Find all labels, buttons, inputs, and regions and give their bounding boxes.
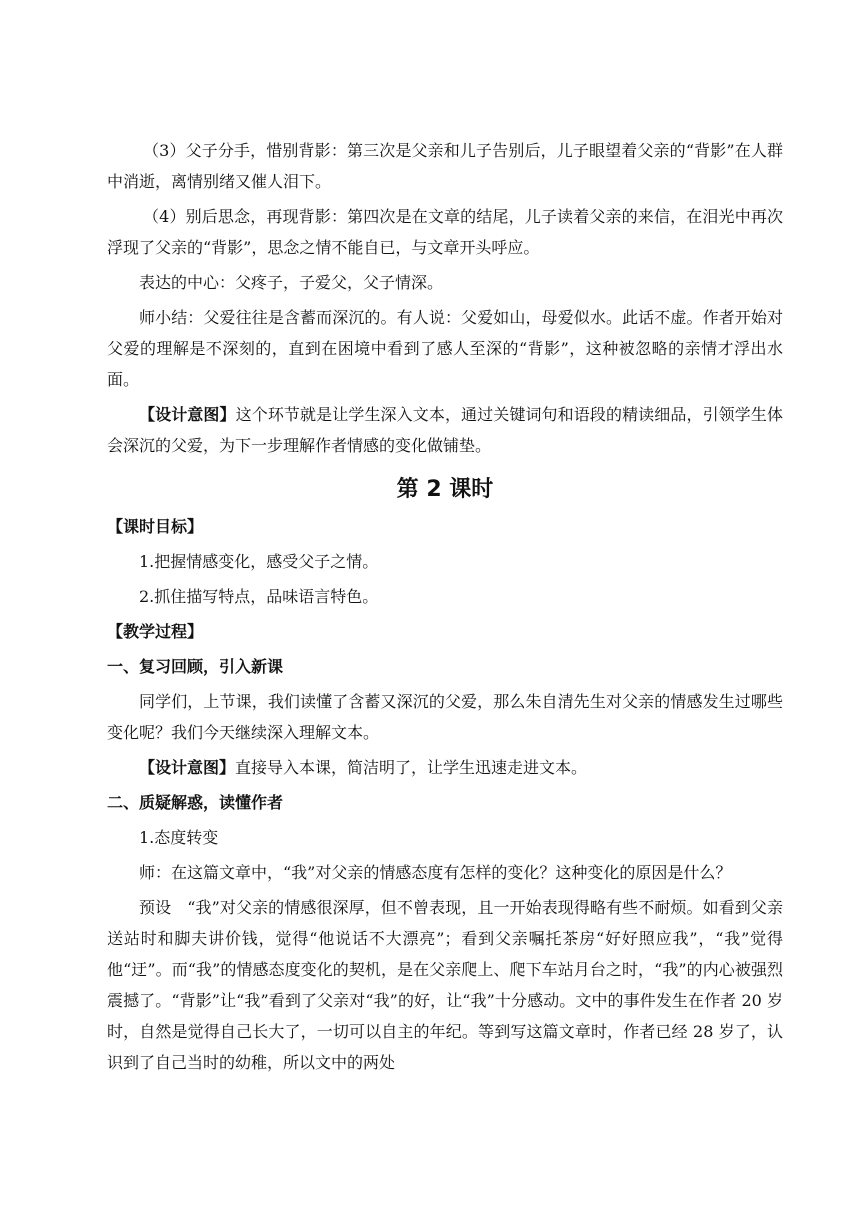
paragraph-central-idea: 表达的中心：父疼子，子爱父，父子情深。 — [139, 273, 444, 292]
section-1-text: 同学们，上节课，我们读懂了含蓄又深沉的父爱，那么朱自清先生对父亲的情感发生过哪些变化呢？我们今天继续深入理解文本。 — [107, 692, 783, 742]
paragraph-item-4: （4）别后思念，再现背影：第四次是在文章的结尾，儿子读着父亲的来信，在泪光中再次浮现了父亲的“背影”，思念之情不能自已，与文章开头呼应。 — [107, 207, 783, 257]
subsection-attitude-change: 1.态度转变 — [139, 828, 219, 847]
lesson-title: 第 2 课时 — [396, 477, 494, 502]
objective-item-2: 2.抓住描写特点，品味语言特色。 — [139, 587, 379, 606]
paragraph-teacher-summary: 师小结：父爱往往是含蓄而深沉的。有人说：父爱如山，母爱似水。此话不虚。作者开始对父爱的理解是不深刻的，直到在困境中看到了感人至深的“背影”，这种被忽略的亲情才浮出水面。 — [107, 308, 783, 389]
section-2-heading: 二、质疑解惑，读懂作者 — [107, 793, 284, 812]
process-heading: 【教学过程】 — [107, 622, 204, 641]
section-1-heading: 一、复习回顾，引入新课 — [107, 657, 284, 676]
objective-item-1: 1.把握情感变化，感受父子之情。 — [139, 552, 379, 571]
document-body — [107, 135, 783, 1078]
teacher-question: 师：在这篇文章中，“我”对父亲的情感态度有怎样的变化？这种变化的原因是什么？ — [139, 863, 732, 882]
design-intent-label: 【设计意图】 — [139, 758, 236, 777]
design-intent-text: 这个环节就是让学生深入文本，通过关键词句和语段的精读细品，引领学生体会深沉的父爱，为下一步理解作者情感的变化做铺垫。 — [107, 405, 783, 455]
preset-answer: 预设 “我”对父亲的情感很深厚，但不曾表现，且一开始表现得略有些不耐烦。如看到父亲送站时和脚夫讲价钱，觉得“他说话不大漂亮”；看到父亲嘱托茶房“好好照应我”，“我”觉得他“迂”。而“我”的情感态度变化的契机，是在父亲爬上、爬下车站月台之时，“我”的内心被强烈震撼了。“背影”让“我”看到了父亲对“我”的好，让“我”十分感动。文中的事件发生在作者 20 岁时，自然是觉得自己长大了，一切可以自主的年纪。等到写这篇文章时，作者已经 28 岁了，认识到了自己当时的幼稚，所以文中的两处 — [107, 898, 783, 1072]
design-intent-text: 直接导入本课，简洁明了，让学生迅速走进文本。 — [235, 758, 588, 777]
design-intent-label: 【设计意图】 — [139, 405, 236, 424]
paragraph-design-intent-2 — [107, 752, 783, 783]
objectives-heading: 【课时目标】 — [107, 517, 204, 536]
paragraph-design-intent-1 — [107, 399, 783, 461]
paragraph-item-3: （3）父子分手，惜别背影：第三次是父亲和儿子告别后，儿子眼望着父亲的“背影”在人群中消逝，离情别绪又催人泪下。 — [107, 141, 783, 191]
